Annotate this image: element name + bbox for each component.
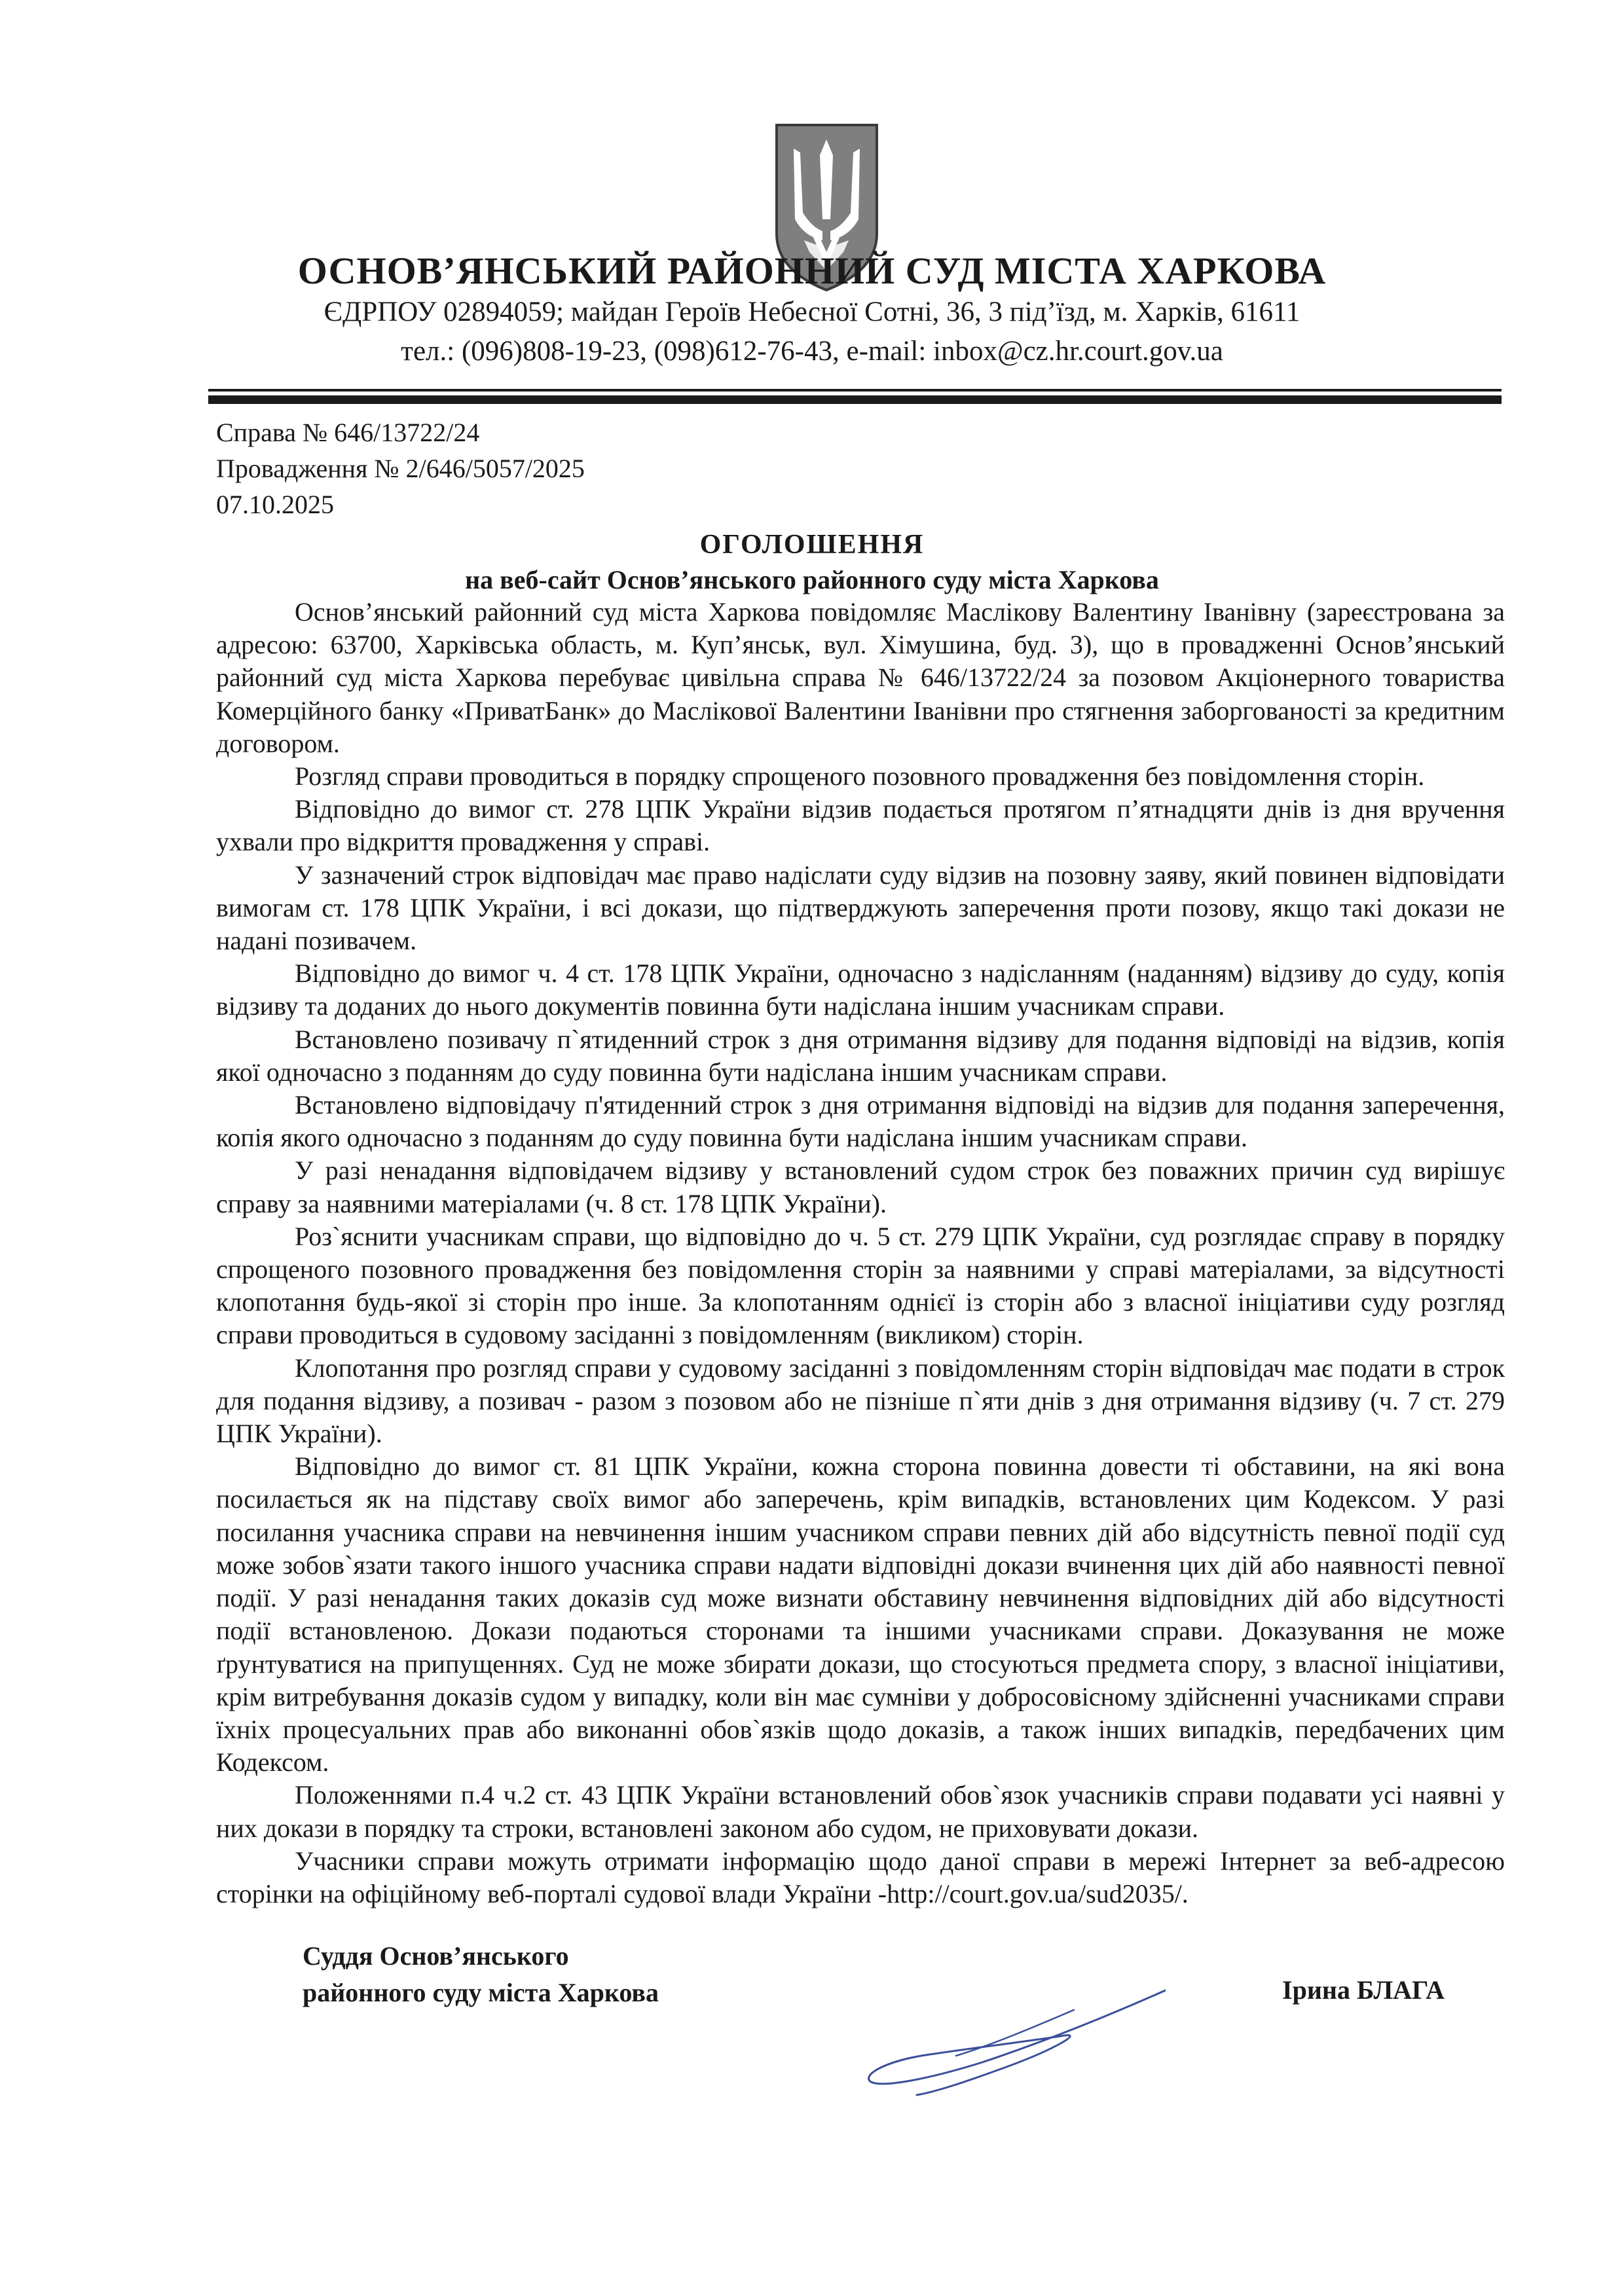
body-paragraph: У разі ненадання відповідачем відзиву у встановлений судом строк без поважних причин суд вирішує справу за наявними матеріалами (ч. 8 ст. 178 ЦПК України). <box>216 1156 1505 1218</box>
proceeding-number: Провадження № 2/646/5057/2025 <box>216 454 585 483</box>
body-paragraph: Встановлено відповідачу п'ятиденний строк з дня отримання відповіді на відзив для подання заперечення, копія якого одночасно з поданням до суду повинна бути надіслана іншим учасникам справи. <box>216 1090 1505 1153</box>
body-paragraph: Розгляд справи проводиться в порядку спрощеного позовного провадження без повідомлення сторін. <box>295 761 1425 792</box>
announcement-date: 07.10.2025 <box>216 490 334 519</box>
body-paragraph: У зазначений строк відповідач має право надіслати суду відзив на позовну заяву, який повинен відповідати вимогам ст. 178 ЦПК України, і всі докази, що підтверджують заперечення проти позову, якщо такі докази не надані позивачем. <box>216 860 1505 956</box>
judge-name: Ірина БЛАГА <box>1282 1975 1445 2005</box>
court-contacts-line: тел.: (096)808-19-23, (098)612-76-43, e-mail: inbox@cz.hr.court.gov.ua <box>401 336 1223 367</box>
body-paragraph: Відповідно до вимог ч. 4 ст. 178 ЦПК України, одночасно з надісланням (наданням) відзиву до суду, копія відзиву та доданих до нього документів повинна бути надіслана іншим учасникам справи. <box>216 958 1505 1021</box>
body-paragraph: Положеннями п.4 ч.2 ст. 43 ЦПК України встановлений обов`язок учасників справи подавати усі наявні у них докази в порядку та строки, встановлені законом або судом, не приховувати докази. <box>216 1780 1505 1843</box>
case-info-block <box>216 414 585 522</box>
body-paragraph: Основ’янський районний суд міста Харкова повідомляє Маслікову Валентину Іванівну (зареєстрована за адресою: 63700, Харківська область, м. Куп’янськ, вул. Хімушина, буд. 3), що в провадженні Основ’янський районний суд міста Харкова перебуває цивільна справа № 646/13722/24 за позовом Акціонерного товариства Комерційного банку «ПриватБанк» до Маслікової Валентини Іванівни про стягнення заборгованості за кредитним договором. <box>216 597 1505 758</box>
court-name-heading: ОСНОВ’ЯНСЬКИЙ РАЙОННИЙ СУД МІСТА ХАРКОВА <box>297 249 1327 292</box>
header-divider-thin <box>208 389 1502 392</box>
announcement-subtitle: на веб-сайт Основ’янського районного суду міста Харкова <box>465 565 1159 594</box>
judge-title-line: Суддя Основ’янського <box>303 1941 569 1971</box>
announcement-title: ОГОЛОШЕННЯ <box>699 530 925 560</box>
judge-title <box>303 1938 659 2011</box>
body-paragraph: Встановлено позивачу п`ятиденний строк з дня отримання відзиву для подання відповіді на відзив, копія якої одночасно з поданням до суду повинна бути надіслана іншим учасникам справи. <box>216 1024 1505 1087</box>
header-divider-thick <box>208 395 1502 404</box>
handwritten-signature <box>858 1984 1166 2102</box>
judge-title-line: районного суду міста Харкова <box>303 1978 659 2007</box>
body-paragraph: Учасники справи можуть отримати інформацію щодо даної справи в мережі Інтернет за веб-адресою сторінки на офіційному веб-порталі судової влади України -http://court.gov.ua/sud2035/. <box>216 1846 1505 1908</box>
body-paragraph: Відповідно до вимог ст. 81 ЦПК України, кожна сторона повинна довести ті обставини, на які вона посилається як на підставу своїх вимог або заперечень, крім випадків, встановлених цим Кодексом. У разі посилання учасника справи на невчинення іншим учасником справи певних дій або відсутність певної події суд може зобов`язати такого іншого учасника справи надати відповідні докази вчинення цих дій або наявності певної події. У разі ненадання таких доказів суд може визнати обставину невчинення відповідних дій або відсутності події встановленою. Докази подаються сторонами та іншими учасниками справи. Доказування не може ґрунтуватися на припущеннях. Суд не може збирати докази, що стосуються предмета спору, з власної ініціативи, крім витребування доказів судом у випадку, коли він має сумніви у добросовісному здійсненні учасниками справи їхніх процесуальних прав або виконанні обов`язків щодо доказів, а також інших випадків, передбачених цим Кодексом. <box>216 1451 1505 1777</box>
case-number: Справа № 646/13722/24 <box>216 418 480 447</box>
body-paragraph: Відповідно до вимог ст. 278 ЦПК України відзив подається протягом п’ятнадцяти днів із дня вручення ухвали про відкриття провадження у справі. <box>216 794 1505 857</box>
announcement-body <box>216 596 1505 1910</box>
court-address-line: ЄДРПОУ 02894059; майдан Героїв Небесної Сотні, 36, 3 під’їзд, м. Харків, 61611 <box>323 297 1301 327</box>
body-paragraph: Роз`яснити учасникам справи, що відповідно до ч. 5 ст. 279 ЦПК України, суд розглядає справу в порядку спрощеного позовного провадження без повідомлення сторін за наявними у справі матеріалами, за відсутності клопотання будь-якої зі сторін про інше. За клопотанням однієї із сторін або з власної ініціативи суду розгляд справи проводиться в судовому засіданні з повідомленням (викликом) сторін. <box>216 1221 1505 1350</box>
body-paragraph: Клопотання про розгляд справи у судовому засіданні з повідомленням сторін відповідач має подати в строк для подання відзиву, а позивач - разом з позовом або не пізніше п`яти днів з дня отримання відзиву (ч. 7 ст. 279 ЦПК України). <box>216 1353 1505 1449</box>
